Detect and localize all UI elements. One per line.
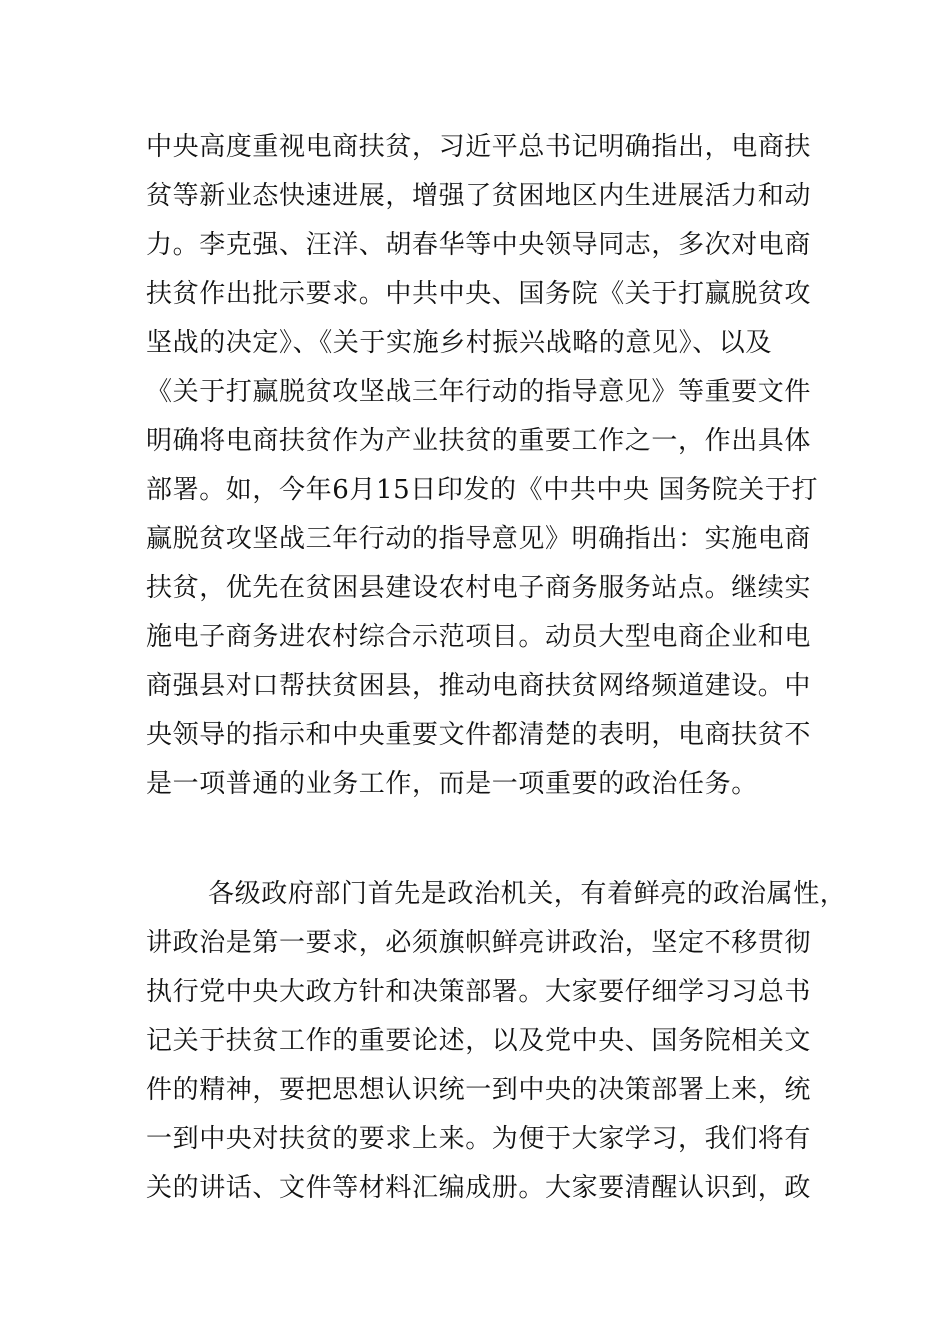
text-line: 赢脱贫攻坚战三年行动的指导意见》明确指出：实施电商 [146,524,812,554]
paragraph-1 [146,123,826,809]
text-line: 件的精神，要把思想认识统一到中央的决策部署上来，统 [146,1075,812,1105]
text-line: 央领导的指示和中央重要文件都清楚的表明，电商扶贫不 [146,720,812,750]
text-line: 讲政治是第一要求，必须旗帜鲜亮讲政治，坚定不移贯彻 [146,928,812,958]
text-line: 是一项普通的业务工作，而是一项重要的政治任务。 [146,769,758,799]
text-line: 坚战的决定》、《关于实施乡村振兴战略的意见》、以及 [146,328,773,358]
text-line: 一到中央对扶贫的要求上来。为便于大家学习，我们将有 [146,1124,812,1154]
text-line: 执行党中央大政方针和决策部署。大家要仔细学习习总书 [146,977,812,1007]
text-line: 贫等新业态快速进展，增强了贫困地区内生进展活力和动 [146,181,812,211]
text-line: 明确将电商扶贫作为产业扶贫的重要工作之一，作出具体 [146,426,812,456]
text-line: 关的讲话、文件等材料汇编成册。大家要清醒认识到，政 [146,1173,812,1203]
text-line: 各级政府部门首先是政治机关，有着鲜亮的政治属性， [208,879,847,909]
text-line: 部署。如，今年6月15日印发的《中共中央 国务院关于打 [146,475,819,505]
paragraph-2 [146,870,847,1213]
text-line: 施电子商务进农村综合示范项目。动员大型电商企业和电 [146,622,812,652]
text-line: 力。李克强、汪洋、胡春华等中央领导同志，多次对电商 [146,230,812,260]
text-line: 中央高度重视电商扶贫，习近平总书记明确指出，电商扶 [146,132,812,162]
text-line: 商强县对口帮扶贫困县，推动电商扶贫网络频道建设。中 [146,671,812,701]
text-line: 《关于打赢脱贫攻坚战三年行动的指导意见》等重要文件 [146,377,812,407]
text-line: 记关于扶贫工作的重要论述，以及党中央、国务院相关文 [146,1026,812,1056]
text-line: 扶贫作出批示要求。中共中央、国务院《关于打赢脱贫攻 [146,279,812,309]
text-line: 扶贫，优先在贫困县建设农村电子商务服务站点。继续实 [146,573,812,603]
